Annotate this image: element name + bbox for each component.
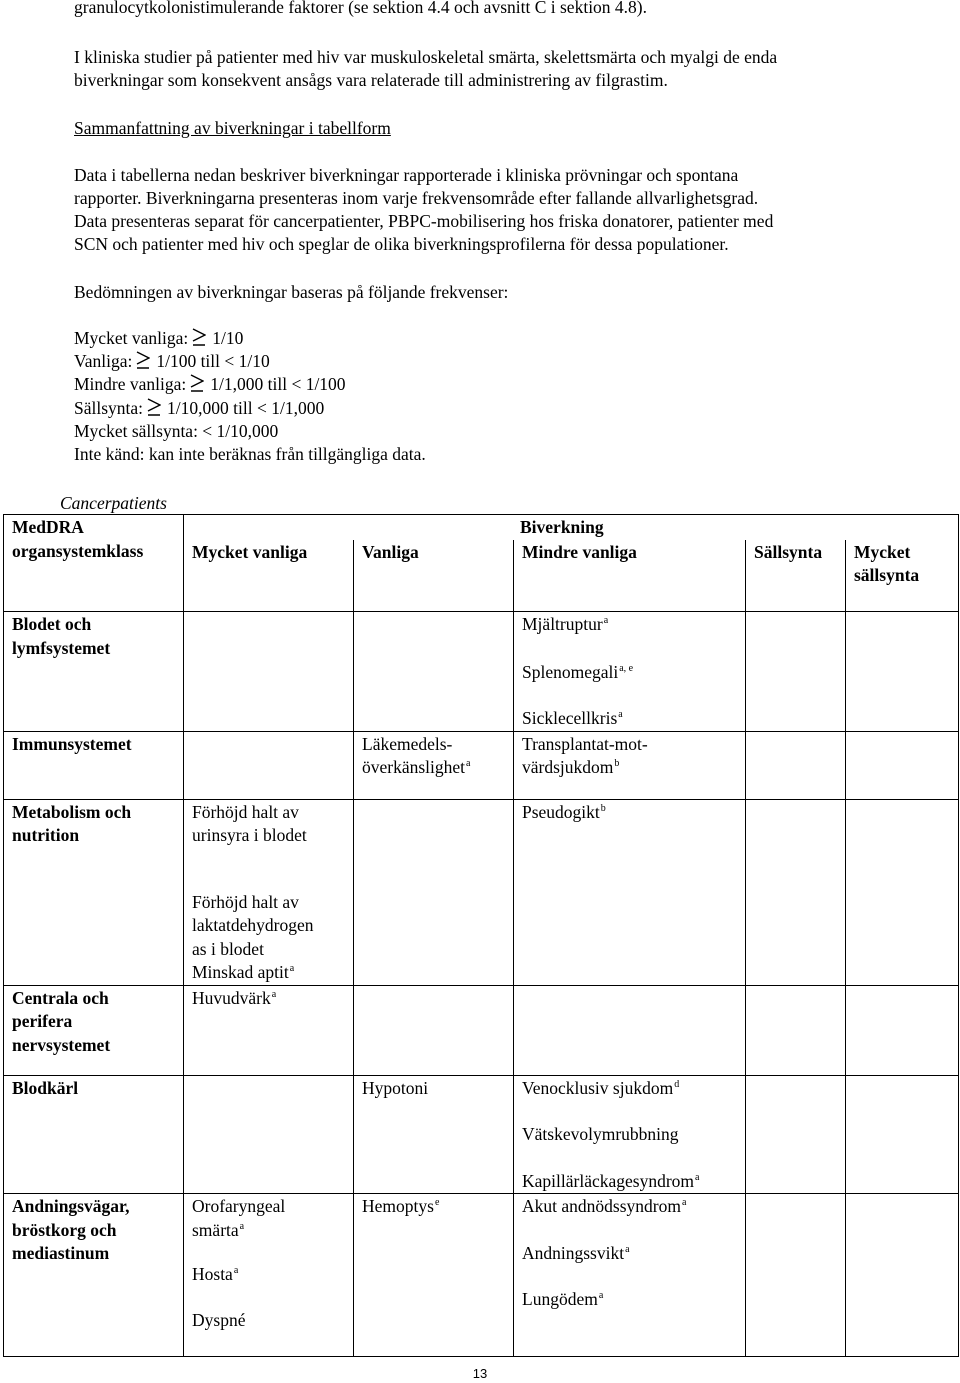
- row-header-metab: Metabolism och nutrition: [4, 799, 184, 985]
- cell-karl-mindre-vanliga: Venocklusiv sjukdom$^d$ Vätskevolymrubbning Kapillärläckagesyndrom$^a$: [514, 1075, 746, 1194]
- table-row: [4, 1075, 959, 1194]
- col-header-vanliga: Vanliga: [354, 540, 514, 612]
- table-row: [4, 1194, 959, 1357]
- cell-immun-vanliga: Läkemedels- överkänslighet$^a$: [354, 731, 514, 799]
- cell-andning-vanliga: Hemoptys$^e$: [354, 1194, 514, 1357]
- table-row: [4, 731, 959, 799]
- frequency-row: Inte känd: kan inte beräknas från tillgängliga data.: [74, 444, 426, 464]
- page-number: 13: [472, 1366, 488, 1381]
- frequency-intro: Bedömningen av biverkningar baseras på följande frekvenser:: [74, 282, 509, 302]
- section-heading: Sammanfattning av biverkningar i tabellform: [74, 118, 391, 138]
- row-header-cns: Centrala och perifera nervsystemet: [4, 985, 184, 1075]
- col-header-mycket-vanliga: Mycket vanliga: [184, 540, 354, 612]
- row-header-blod: Blodet och lymfsystemet: [4, 612, 184, 732]
- frequency-row: Sällsynta: 1/10,000 till < 1/1,000: [74, 398, 325, 418]
- col-header-mindre-vanliga: Mindre vanliga: [514, 540, 746, 612]
- data-paragraph-line-2: rapporter. Biverkningarna presenteras inom varje frekvensområde efter fallande allvarlighetsgrad.: [74, 188, 759, 208]
- cell-andning-mycket-vanliga: Orofaryngeal smärta$^a$ Hosta$^a$ Dyspné: [184, 1194, 354, 1357]
- cell-metab-mindre-vanliga: Pseudogikt$^b$: [514, 799, 746, 985]
- greater-equal-icon: [147, 397, 161, 416]
- table-row: [4, 985, 959, 1075]
- col-header-mycket-sallsynta: Mycket sällsynta: [846, 540, 959, 612]
- clinical-paragraph-line-1: I kliniska studier på patienter med hiv var muskuloskeletal smärta, skelettsmärta och myalgi de enda: [74, 47, 778, 67]
- cell-immun-mindre-vanliga: Transplantat-mot- värdsjukdom$^b$: [514, 731, 746, 799]
- intro-paragraph-tail: granulocytkolonistimulerande faktorer (se sektion 4.4 och avsnitt C i sektion 4.8).: [74, 0, 648, 17]
- frequency-row: Vanliga: 1/100 till < 1/10: [74, 351, 270, 371]
- cell-cns-mycket-vanliga: Huvudvärk$^a$: [184, 985, 354, 1075]
- row-header-andning: Andningsvägar, bröstkorg och mediastinum: [4, 1194, 184, 1357]
- clinical-paragraph-line-2: biverkningar som konsekvent ansågs vara relaterade till administrering av filgrastim.: [74, 70, 668, 90]
- meddra-header: MedDRA organsystemklass: [4, 515, 184, 612]
- cell-karl-vanliga: Hypotoni: [354, 1075, 514, 1194]
- data-paragraph-line-3: Data presenteras separat för cancerpatienter, PBPC-mobilisering hos friska donatorer, patienter med: [74, 211, 774, 231]
- greater-equal-icon: [192, 327, 206, 346]
- cell-metab-mycket-vanliga: Förhöjd halt av urinsyra i blodet Förhöjd halt av laktatdehydrogen as i blodet Minskad aptit$^a$: [184, 799, 354, 985]
- frequency-row: Mycket sällsynta: < 1/10,000: [74, 421, 279, 441]
- row-header-immun: Immunsystemet: [4, 731, 184, 799]
- data-paragraph-line-1: Data i tabellerna nedan beskriver biverkningar rapporterade i kliniska prövningar och spontana: [74, 165, 739, 185]
- cell-blod-mindre-vanliga: Mjältruptur$^a$ Splenomegali$^{a, e}$ Sicklecellkris$^a$: [514, 612, 746, 732]
- biverkning-header: Biverkning: [184, 515, 959, 540]
- col-header-sallsynta: Sällsynta: [746, 540, 846, 612]
- table-row: [4, 612, 959, 732]
- table-row: [4, 799, 959, 985]
- frequency-row: Mindre vanliga: 1/1,000 till < 1/100: [74, 374, 346, 394]
- greater-equal-icon: [190, 373, 204, 392]
- table-caption: Cancerpatients: [60, 493, 167, 513]
- greater-equal-icon: [136, 350, 150, 369]
- adverse-reactions-table: [3, 514, 959, 1357]
- row-header-blodkarl: Blodkärl: [4, 1075, 184, 1194]
- frequency-row: Mycket vanliga: 1/10: [74, 328, 244, 348]
- cell-andning-mindre-vanliga: Akut andnödssyndrom$^a$ Andningssvikt$^a$ Lungödem$^a$: [514, 1194, 746, 1357]
- table-header-row: [4, 515, 959, 540]
- data-paragraph-line-4: SCN och patienter med hiv och speglar de olika biverkningsprofilerna för dessa populationer.: [74, 234, 729, 254]
